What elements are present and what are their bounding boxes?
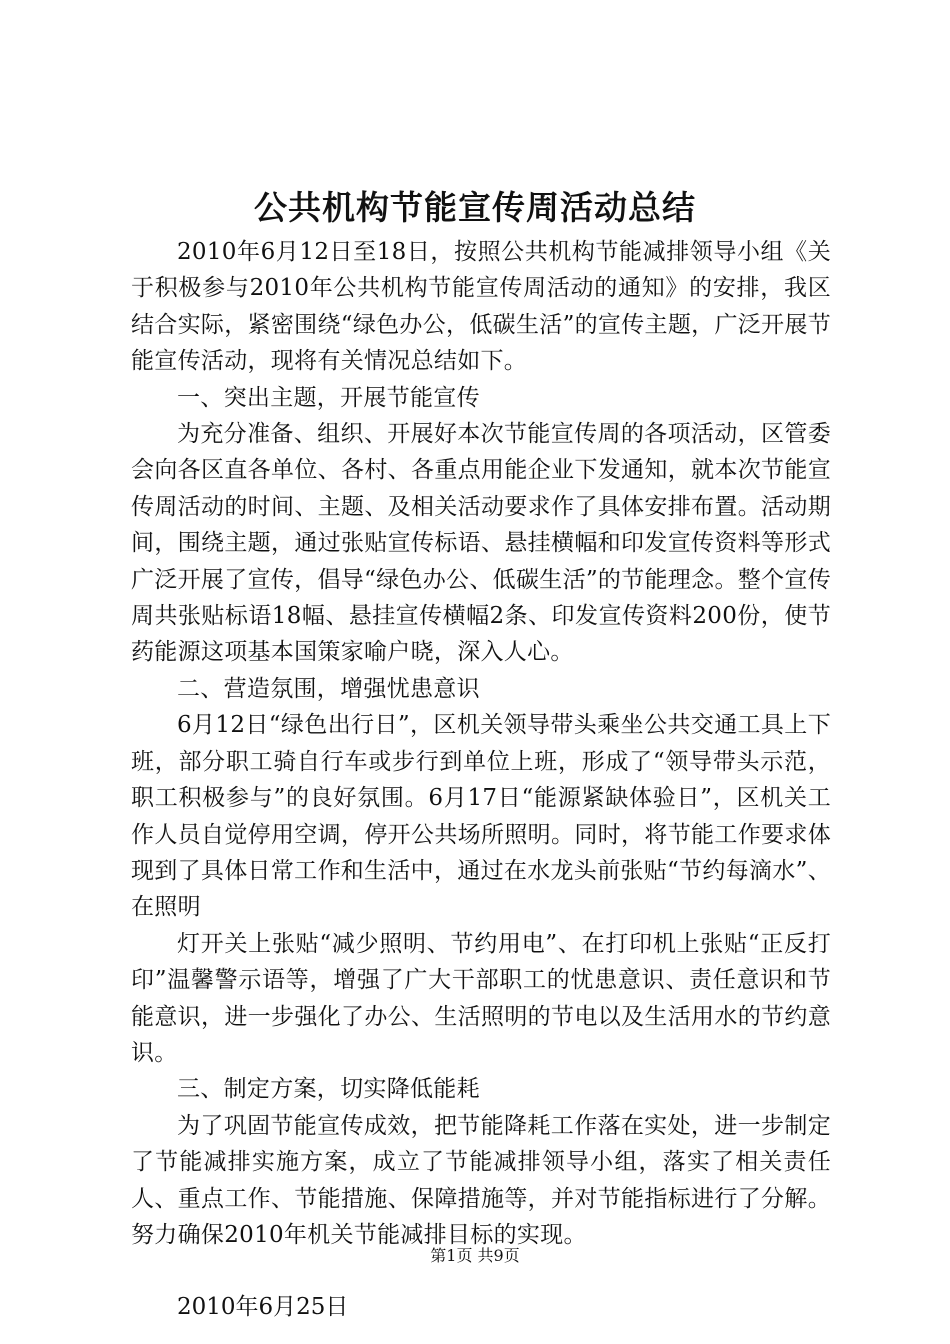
section-2-paragraph-2: 灯开关上张贴“减少照明、节约用电”、在打印机上张贴“正反打印”温馨警示语等，增强了广大干部职工的忧患意识、责任意识和节能意识，进一步强化了办公、生活照明的节电以及生活用水的节约意识。	[131, 930, 831, 1066]
document-title: 公共机构节能宣传周活动总结	[254, 188, 696, 227]
document-date: 2010年6月25日	[177, 1294, 349, 1321]
intro-paragraph: 2010年6月12日至18日，按照公共机构节能减排领导小组《关于积极参与2010年公共机构节能宣传周活动的通知》的安排，我区结合实际，紧密围绕“绿色办公，低碳生活”的宣传主题，广泛开展节能宣传活动，现将有关情况总结如下。	[131, 239, 831, 375]
section-heading-3: 三、制定方案，切实降低能耗	[177, 1076, 480, 1103]
page-number-footer: 第1页 共9页	[430, 1246, 520, 1265]
section-1-paragraph: 为充分准备、组织、开展好本次节能宣传周的各项活动，区管委会向各区直各单位、各村、各重点用能企业下发通知，就本次节能宣传周活动的时间、主题、及相关活动要求作了具体安排布置。活动期间，围绕主题，通过张贴宣传标语、悬挂横幅和印发宣传资料等形式广泛开展了宣传，倡导“绿色办公、低碳生活”的节能理念。整个宣传周共张贴标语18幅、悬挂宣传横幅2条、印发宣传资料200份，使节药能源这项基本国策家喻户晓，深入人心。	[131, 421, 831, 666]
section-heading-2: 二、营造氛围，增强忧患意识	[177, 675, 480, 702]
section-2-paragraph-1: 6月12日“绿色出行日”，区机关领导带头乘坐公共交通工具上下班，部分职工骑自行车或步行到单位上班，形成了“领导带头示范，职工积极参与”的良好氛围。6月17日“能源紧缺体验日”，区机关工作人员自觉停用空调，停开公共场所照明。同时，将节能工作要求体现到了具体日常工作和生活中，通过在水龙头前张贴“节约每滴水”、在照明	[131, 712, 831, 921]
section-heading-1: 一、突出主题，开展节能宣传	[177, 384, 480, 411]
section-3-paragraph: 为了巩固节能宣传成效，把节能降耗工作落在实处，进一步制定了节能减排实施方案，成立了节能减排领导小组，落实了相关责任人、重点工作、节能措施、保障措施等，并对节能指标进行了分解。努力确保2010年机关节能减排目标的实现。	[131, 1112, 831, 1248]
document-body	[131, 234, 831, 1326]
